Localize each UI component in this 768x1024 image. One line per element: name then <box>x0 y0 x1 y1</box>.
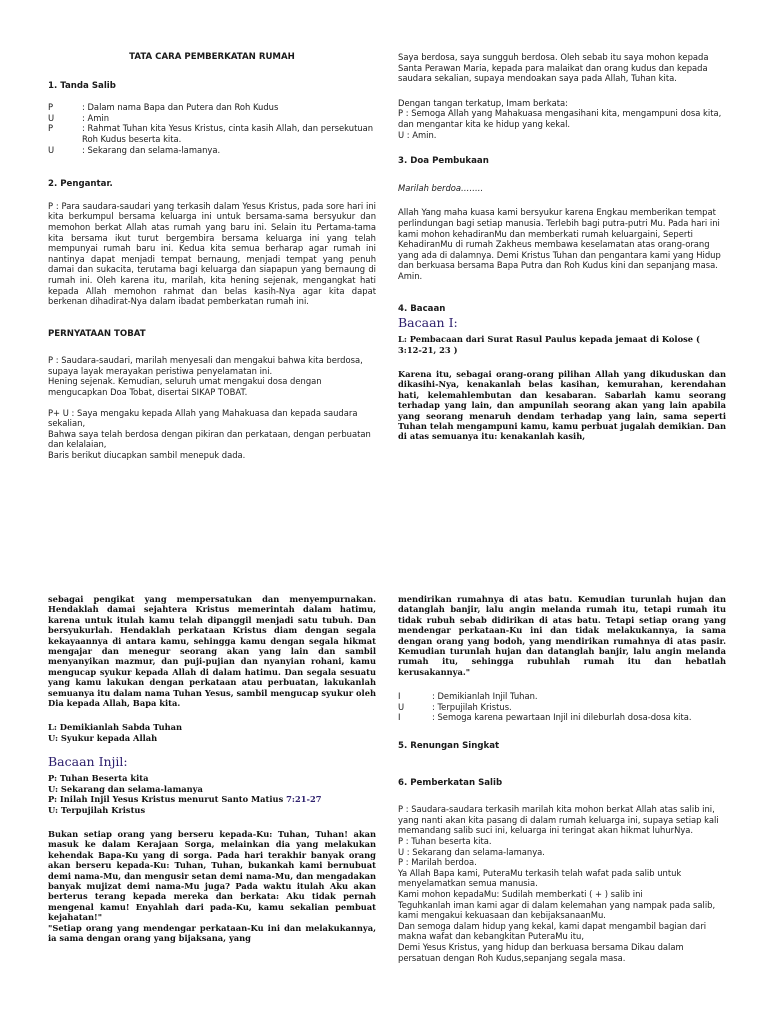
prayer-response: U : Amin. <box>398 129 437 140</box>
document-title: TATA CARA PEMBERKATAN RUMAH <box>129 52 295 62</box>
dialogue-line: P: Tuhan Beserta kita <box>48 773 149 784</box>
gospel-intro: P: Inilah Injil Yesus Kristus menurut Santo Matius <box>48 794 287 805</box>
section-heading-renungan: 5. Renungan Singkat <box>398 741 500 752</box>
injil-text: "Setiap orang yang mendengar perkataan-Ku ini dan melakukannya, ia sama dengan orang yang bijaksana, yang <box>48 922 376 943</box>
list-item: U : Sekarang dan selama-lamanya. <box>48 144 221 155</box>
text-line: P : Saudara-saudara terkasih marilah kita mohon berkat Allah atas salib ini, <box>398 804 715 815</box>
dialogue-line <box>48 794 376 804</box>
tanda-salib-list <box>48 102 376 155</box>
doa-tobat-continued: Saya berdosa, saya sungguh berdosa. Oleh sebab itu saya mohon kepada Santa Perawan Maria, kepada para malaikat dan orang kudus dan kepada saudara sekalian, supaya mendoakan saya pada Allah, Tuhan kita. <box>398 52 709 84</box>
prayer-text: P : Semoga Allah yang Mahakuasa mengasihani kita, mengampuni dosa kita, dan mengantar kita ke hidup yang kekal. <box>398 108 722 129</box>
lector-line: L: Demikianlah Sabda Tuhan <box>48 722 183 733</box>
section-heading-pernyataan-tobat: PERNYATAAN TOBAT <box>48 328 146 339</box>
list-item: I : Demikianlah Injil Tuhan. <box>398 691 538 702</box>
text-line: Kami mohon kepadaMu: Sudilah memberkati ( + ) salib ini <box>398 888 643 899</box>
section-heading-doa-pembukaan: 3. Doa Pembukaan <box>398 156 489 167</box>
list-item: U : Amin <box>48 112 110 123</box>
text-line: P : Tuhan beserta kita. <box>398 836 492 846</box>
list-item: P : Rahmat Tuhan kita Yesus Kristus, cinta kasih Allah, dan persekutuan Roh Kudus beserta kita. <box>48 123 374 144</box>
prayer-instruction: Dengan tangan terkatup, Imam berkata: <box>398 97 568 108</box>
column-right-bottom <box>398 594 726 963</box>
list-item: I : Semoga karena pewartaan Injil ini dileburlah dosa-dosa kita. <box>398 712 692 723</box>
tobat-text: P+ U : Saya mengaku kepada Allah yang Mahakuasa dan kepada saudara sekalian, <box>48 407 358 429</box>
text-line: yang nanti akan kita pasang di dalam rumah keluarga ini, supaya setiap kali memandang salib suci ini, keluarga ini teringat akan hikmat luhurNya. <box>398 814 719 836</box>
list-item: P : Dalam nama Bapa dan Putera dan Roh Kudus <box>48 102 279 113</box>
tobat-text: Bahwa saya telah berdosa dengan pikiran dan perkataan, dengan perbuatan dan kelalaian, <box>48 428 371 450</box>
text-line: Teguhkanlah iman kami agar di dalam kelemahan yang nampak pada salib, kami mengakui kekuasaan dan kebijaksanaanMu. <box>398 899 716 921</box>
text-line: P : Marilah berdoa. <box>398 857 477 868</box>
injil-text-continued: mendirikan rumahnya di atas batu. Kemudian turunlah hujan dan datanglah banjir, lalu angin melanda rumah itu, tetapi rumah itu tidak rubuh sebab didirikan di atas batu. Tetapi setiap orang yang mendengar perkataan-Ku ini dan tidak melakukannya, ia sama dengan orang yang bodoh, yang mendirikan rumahnya di atas pasir. Kemudian turunlah hujan dan datanglah banjir, lalu angin melanda rumah itu, sehingga rubuhlah rumah itu dan hebatlah kerusakannya." <box>398 594 726 677</box>
text-line: Dan semoga dalam hidup yang kekal, kami dapat mengambil bagian dari makna wafat dan kebangkitan PuteraMu itu, <box>398 920 707 942</box>
text-line: Ya Allah Bapa kami, PuteraMu terkasih telah wafat pada salib untuk menyelamatkan semua manusia. <box>398 867 682 889</box>
column-left-top <box>48 48 376 470</box>
section-heading-tanda-salib: 1. Tanda Salib <box>48 80 116 91</box>
tobat-text: Baris berikut diucapkan sambil menepuk dada. <box>48 450 246 461</box>
bacaan-1-text-continued: sebagai pengikat yang mempersatukan dan menyempurnakan. Hendaklah damai sejahtera Kristus memerintah dalam hatimu, karena untuk itulah kamu telah dipanggil menjadi satu tubuh. Dan bersyukurlah. Hendaklah perkataan Kristus diam dengan segala kekayaannya di antara kamu, sehingga kamu dengan segala hikmat mengajar dan menegur seorang akan yang lain dan sambil menyanyikan mazmur, dan puji-pujian dan nyanyian rohani, kamu mengucap syukur kepada Allah di dalam hatimu. Dan segala sesuatu yang kamu lakukan dengan perkataan atau perbuatan, lakukanlah semuanya itu dalam nama Tuhan Yesus, sambil mengucap syukur oleh Dia kepada Allah, Bapa kita. <box>48 594 376 709</box>
pemberkatan-salib-text <box>398 804 726 963</box>
bacaan-1-heading: Bacaan I: <box>398 315 458 331</box>
column-left-bottom <box>48 594 376 952</box>
bacaan-1-reference: L: Pembacaan dari Surat Rasul Paulus kepada jemaat di Kolose ( 3:12-21, 23 ) <box>398 334 700 355</box>
section-heading-pemberkatan-salib: 6. Pemberkatan Salib <box>398 777 503 788</box>
scripture-reference-link[interactable]: 7:21-27 <box>286 794 322 805</box>
tobat-text: Hening sejenak. Kemudian, seluruh umat mengakui dosa dengan mengucapkan Doa Tobat, disertai SIKAP TOBAT. <box>48 376 322 398</box>
tobat-text: P : Saudara-saudari, marilah menyesali dan mengakui bahwa kita berdosa, supaya layak merayakan peristiwa penyelamatan ini. <box>48 355 363 376</box>
dialogue-line: U: Terpujilah Kristus <box>48 804 146 815</box>
dialogue-line: U: Sekarang dan selama-lamanya <box>48 783 203 794</box>
list-item: U : Terpujilah Kristus. <box>398 701 512 712</box>
bacaan-1-text: Karena itu, sebagai orang-orang pilihan Allah yang dikuduskan dan dikasihi-Nya, kenakanlah belas kasihan, kemurahan, kerendahan hati, kelemahlembutan dan kesabaran. Sabarlah kamu seorang terhadap yang lain, dan ampunilah seorang akan yang lain apabila yang seorang menaruh dendam terhadap yang lain, sama seperti Tuhan telah mengampuni kamu, kamu perbuat jugalah demikian. Dan di atas semuanya itu: kenakanlah kasih, <box>398 368 726 442</box>
pengantar-text: P : Para saudara-saudari yang terkasih dalam Yesus Kristus, pada sore hari ini kita berkumpul bersama keluarga ini untuk bersama-sama bersyukur dan memohon berkat Allah atas rumah yang baru ini. Selain itu Pertama-tama kita bersama ikut turut bergembira bersama keluarga ini yang telah mempunyai rumah baru ini. Kedua kita semua berharap agar rumah ini nantinya dapat menjadi tempat bernaung, menjadi tempat yang penuh damai dan sukacita, terutama bagi keluarga dan siapapun yang bernaung di rumah ini. Oleh karena itu, marilah, kita hening sejenak, mengangkat hati kepada Allah memohon rahmat dan belas kasih-Nya agar kita dapat berkenan dihadirat-Nya dalam ibadat pemberkatan rumah ini. <box>48 200 376 307</box>
doa-pembukaan-text: Allah Yang maha kuasa kami bersyukur karena Engkau memberikan tempat perlindungan bagi setiap manusia. Terlebih bagi putra-putri Mu. Pada hari ini kami mohon kehadiranMu dan memberkati rumah keluargaini, Seperti KehadiranMu di rumah Zakheus membawa keselamatan atas orang-orang yang ada di dalamnya. Demi Kristus Tuhan dan pengantara kami yang Hidup dan berkuasa bersama Bapa Putra dan Roh Kudus kini dan sepanjang masa. Amin. <box>398 207 721 281</box>
section-heading-pengantar: 2. Pengantar. <box>48 179 113 190</box>
doa-pembukaan-invite: Marilah berdoa…….. <box>398 182 484 193</box>
injil-dialogue <box>48 773 376 815</box>
text-line: U : Sekarang dan selama-lamanya. <box>398 846 545 857</box>
injil-closing-list <box>398 691 726 723</box>
column-right-top <box>398 52 726 451</box>
text-line: Demi Yesus Kristus, yang hidup dan berkuasa bersama Dikau dalam persatuan dengan Roh Kudus,sepanjang segala masa. <box>398 941 684 963</box>
bacaan-injil-heading: Bacaan Injil: <box>48 754 128 770</box>
people-response: U: Syukur kepada Allah <box>48 732 158 743</box>
section-heading-bacaan: 4. Bacaan <box>398 303 446 314</box>
injil-text: Bukan setiap orang yang berseru kepada-Ku: Tuhan, Tuhan! akan masuk ke dalam Kerajaan Sorga, melainkan dia yang melakukan kehendak Bapa-Ku yang di sorga. Pada hari terakhir banyak orang akan berseru kepada-Ku: Tuhan, Tuhan, bukankah kami bernubuat demi nama-Mu, dan mengusir setan demi nama-Mu, dan mengadakan banyak mujizat demi nama-Mu juga? Pada waktu itulah Aku akan berterus terang kepada mereka dan berkata: Aku tidak pernah mengenal kamu! Enyahlah dari pada-Ku, kamu sekalian pembuat kejahatan!" <box>48 828 376 923</box>
